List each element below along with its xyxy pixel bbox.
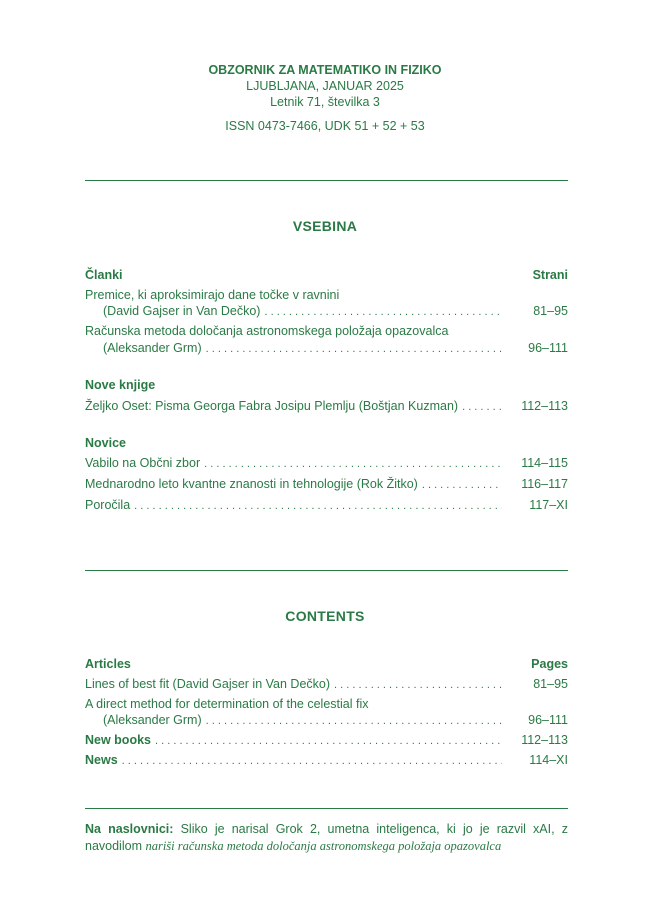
toc-entry-pages: 112–113 bbox=[521, 399, 568, 413]
col-header-pages: Pages bbox=[531, 657, 568, 671]
col-header-clanki: Članki bbox=[85, 268, 123, 282]
toc-entry[interactable] bbox=[85, 455, 568, 471]
toc-entry[interactable] bbox=[85, 303, 568, 319]
col-header-strani: Strani bbox=[532, 268, 568, 282]
toc-entry-pages: 116–117 bbox=[521, 477, 568, 491]
dot-leader bbox=[155, 734, 502, 748]
toc-entry-pages: 96–111 bbox=[528, 341, 568, 355]
toc-entry[interactable] bbox=[85, 340, 568, 356]
dot-leader bbox=[264, 305, 502, 319]
dot-leader bbox=[204, 457, 502, 471]
dot-leader bbox=[422, 478, 502, 492]
toc-entry-pages: 81–95 bbox=[533, 304, 568, 318]
journal-title: OBZORNIK ZA MATEMATIKO IN FIZIKO bbox=[208, 63, 442, 77]
toc-entry[interactable] bbox=[85, 497, 568, 513]
toc-entry-authors: (David Gajser in Van Dečko) bbox=[103, 304, 261, 318]
subsection-nove-knjige: Nove knjige bbox=[85, 378, 156, 392]
divider-bottom bbox=[85, 808, 568, 809]
toc-entry-authors: (Aleksander Grm) bbox=[103, 341, 202, 355]
toc-entry-text: Poročila bbox=[85, 498, 131, 512]
toc-entry-pages: 112–113 bbox=[521, 733, 568, 747]
toc-entry-new-books[interactable] bbox=[85, 732, 568, 748]
toc-entry-text: Lines of best fit (David Gajser in Van Dečko) bbox=[85, 677, 331, 691]
toc-entry-title[interactable]: Računska metoda določanja astronomskega položaja opazovalca bbox=[85, 324, 449, 338]
toc-entry[interactable] bbox=[85, 476, 568, 492]
toc-entry-text: Vabilo na Občni zbor bbox=[85, 456, 201, 470]
toc-entry-authors: (Aleksander Grm) bbox=[103, 713, 202, 727]
toc-entry-pages: 114–115 bbox=[521, 456, 568, 470]
dot-leader bbox=[206, 714, 502, 728]
section-title-contents: CONTENTS bbox=[285, 608, 365, 624]
toc-entry-pages: 114–XI bbox=[529, 753, 568, 767]
volume-issue: Letnik 71, številka 3 bbox=[270, 95, 380, 109]
divider-top bbox=[85, 180, 568, 181]
dot-leader bbox=[462, 400, 502, 414]
dot-leader bbox=[334, 678, 502, 692]
toc-entry-text: Željko Oset: Pisma Georga Fabra Josipu Plemlju (Boštjan Kuzman) bbox=[85, 399, 459, 413]
cover-note-prompt: nariši računska metoda določanja astronomskega položaja opazovalca bbox=[145, 839, 502, 853]
toc-entry[interactable] bbox=[85, 676, 568, 692]
dot-leader bbox=[134, 499, 502, 513]
toc-entry-pages: 117–XI bbox=[529, 498, 568, 512]
toc-entry-pages: 81–95 bbox=[533, 677, 568, 691]
place-date: LJUBLJANA, JANUAR 2025 bbox=[246, 79, 404, 93]
toc-entry-news[interactable] bbox=[85, 752, 568, 768]
issn-line: ISSN 0473-7466, UDK 51 + 52 + 53 bbox=[225, 119, 425, 133]
divider-middle bbox=[85, 570, 568, 571]
col-header-articles: Articles bbox=[85, 657, 131, 671]
subsection-novice: Novice bbox=[85, 436, 126, 450]
cover-note-text: Sliko je narisal Grok 2, umetna inteligenca, ki jo je razvil xAI, z navodilom bbox=[85, 822, 568, 853]
toc-entry-title[interactable]: A direct method for determination of the celestial fix bbox=[85, 697, 369, 711]
toc-entry-text: News bbox=[85, 753, 118, 767]
toc-entry-title[interactable]: Premice, ki aproksimirajo dane točke v ravnini bbox=[85, 288, 340, 302]
toc-entry-text: Mednarodno leto kvantne znanosti in tehnologije (Rok Žitko) bbox=[85, 477, 418, 491]
cover-note bbox=[85, 821, 568, 855]
cover-note-label: Na naslovnici: bbox=[85, 822, 174, 836]
toc-entry-pages: 96–111 bbox=[528, 713, 568, 727]
dot-leader bbox=[206, 342, 502, 356]
section-title-vsebina: VSEBINA bbox=[292, 218, 358, 234]
toc-entry[interactable] bbox=[85, 712, 568, 728]
toc-entry-text: New books bbox=[85, 733, 151, 747]
toc-entry[interactable] bbox=[85, 398, 568, 414]
dot-leader bbox=[122, 754, 502, 768]
